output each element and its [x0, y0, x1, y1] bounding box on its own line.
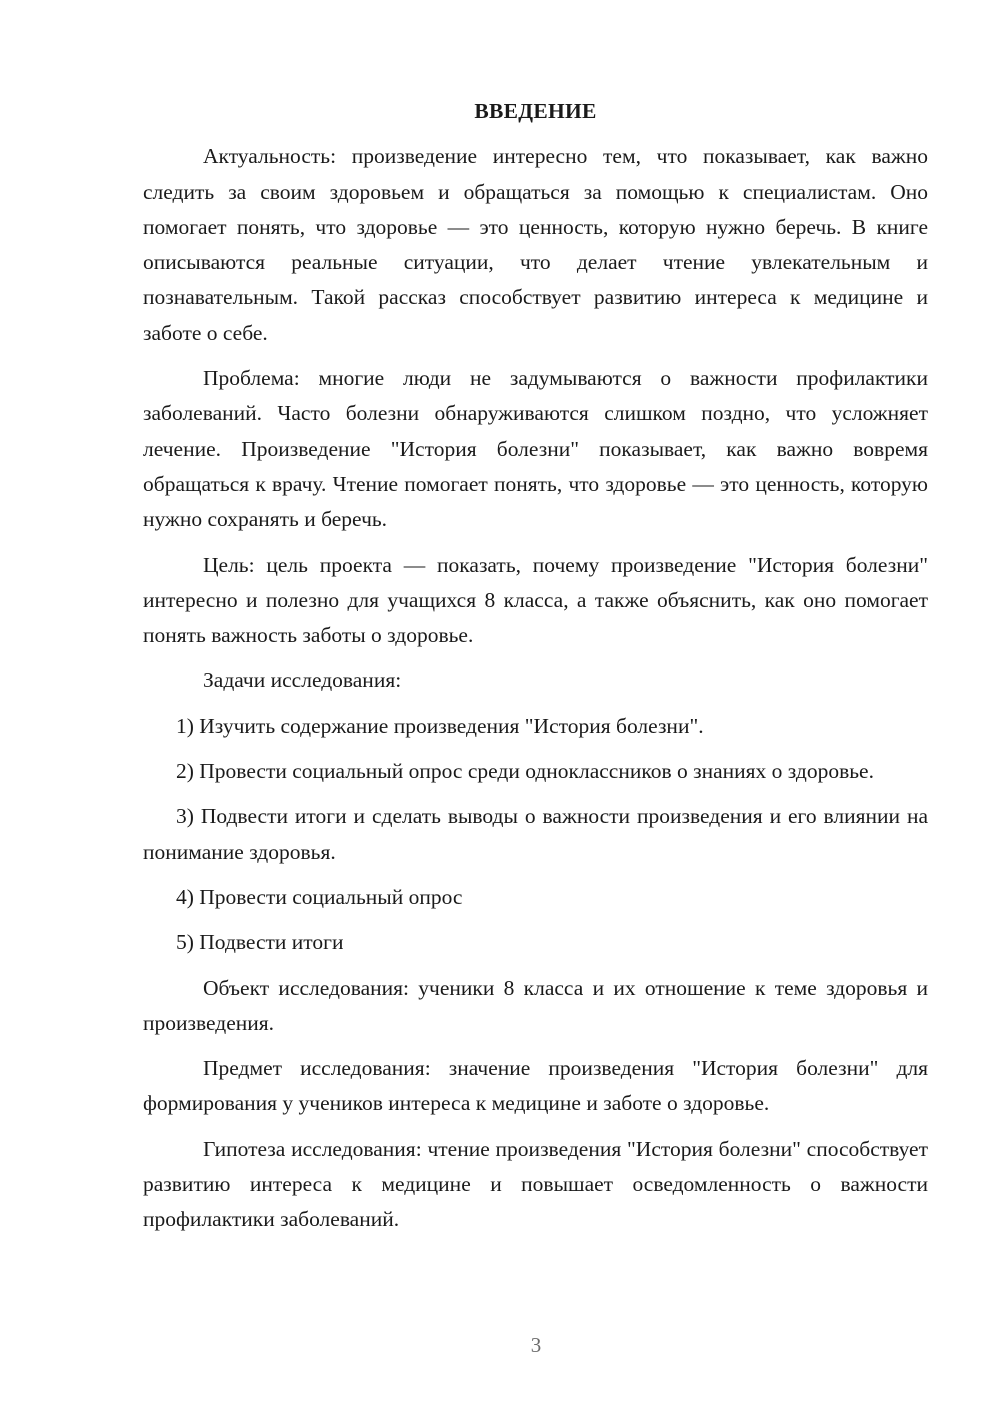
paragraph-tasks-heading: Задачи исследования: — [203, 668, 402, 693]
page-number: 3 — [530, 1333, 542, 1357]
task-item-5: 5) Подвести итоги — [176, 930, 344, 955]
paragraph-hypothesis: Гипотеза исследования: чтение произведения "История болезни" способствует развитию интереса к медицине и повышает осведомленность о важности профилактики заболеваний. — [143, 1136, 928, 1232]
section-title: ВВЕДЕНИЕ — [474, 99, 597, 123]
paragraph-subject: Предмет исследования: значение произведения "История болезни" для формирования у учеников интереса к медицине и заботе о здоровье. — [143, 1056, 928, 1116]
task-item-4: 4) Провести социальный опрос — [176, 884, 463, 909]
paragraph-object: Объект исследования: ученики 8 класса и их отношение к теме здоровья и произведения. — [143, 975, 928, 1035]
paragraph-problem: Проблема: многие люди не задумываются о важности профилактики заболеваний. Часто болезни обнаруживаются слишком поздно, что усложняет лечение. Произведение "История болезни" показывает, как важно вовремя обращаться к врачу. Чтение помогает понять, что здоровье — это ценность, которую нужно сохранять и беречь. — [143, 366, 928, 532]
paragraph-goal: Цель: цель проекта — показать, почему произведение "История болезни" интересно и полезно для учащихся 8 класса, а также объяснить, как оно помогает понять важность заботы о здоровье. — [143, 552, 928, 648]
task-item-1: 1) Изучить содержание произведения "История болезни". — [176, 713, 704, 738]
task-item-3: 3) Подвести итоги и сделать выводы о важности произведения и его влиянии на понимание здоровья. — [143, 804, 928, 864]
page-content — [143, 94, 928, 1248]
task-item-2: 2) Провести социальный опрос среди одноклассников о знаниях о здоровье. — [176, 759, 874, 784]
paragraph-relevance: Актуальность: произведение интересно тем, что показывает, как важно следить за своим здоровьем и обращаться за помощью к специалистам. Оно помогает понять, что здоровье — это ценность, которую нужно беречь. В книге описываются реальные ситуации, что делает чтение увлекательным и познавательным. Такой рассказ способствует развитию интереса к медицине и заботе о себе. — [143, 144, 928, 345]
